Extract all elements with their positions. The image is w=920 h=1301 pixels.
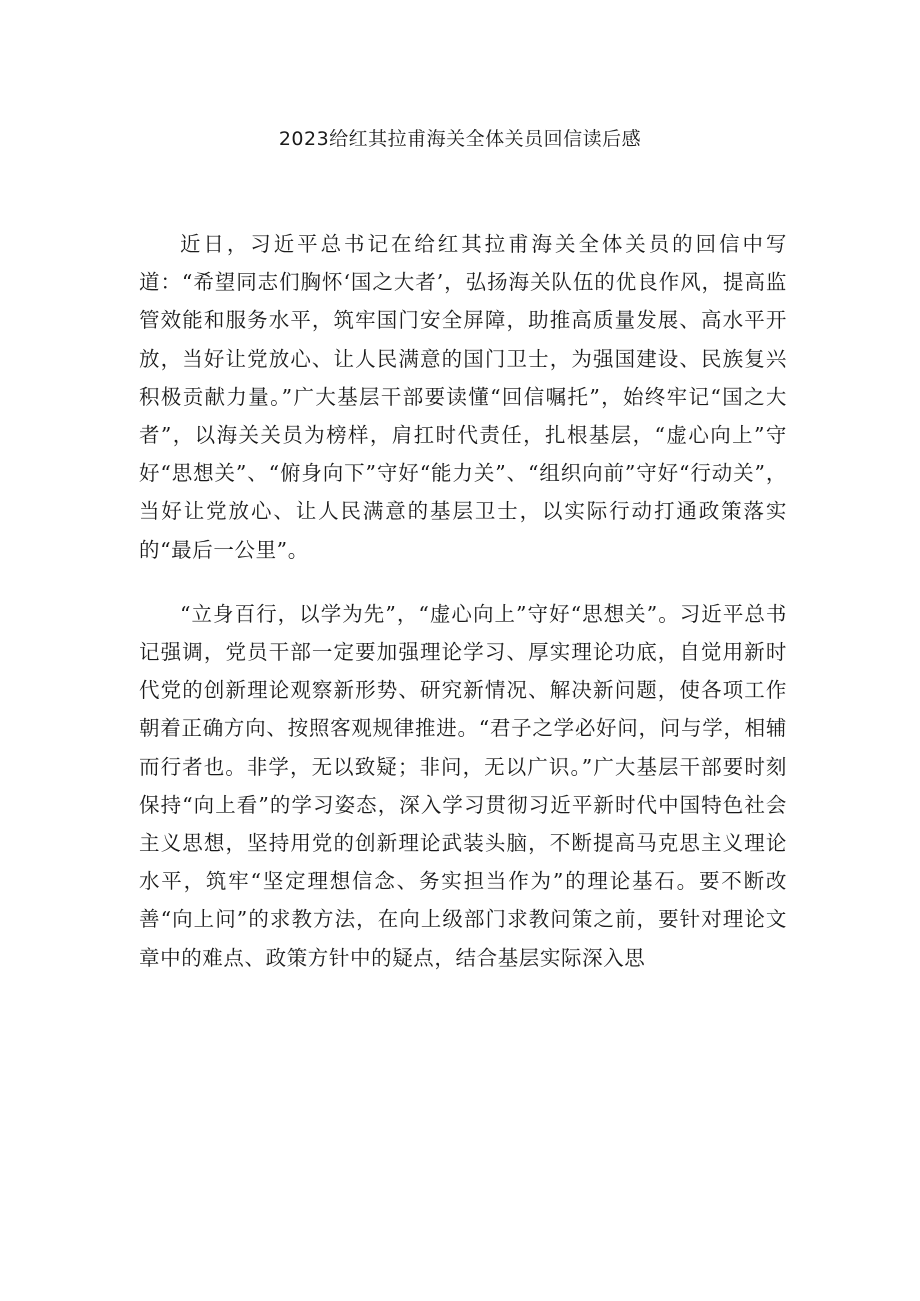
document-body xyxy=(139,225,787,977)
document-title: 2023给红其拉甫海关全体关员回信读后感 xyxy=(278,128,642,150)
paragraph-2: “立身百行，以学为先”，“虚心向上”守好“思想关”。习近平总书记强调，党员干部一定要加强理论学习、厚实理论功底，自觉用新时代党的创新理论观察新形势、研究新情况、解决新问题，使各项工作朝着正确方向、按照客观规律推进。“君子之学必好问，问与学，相辅而行者也。非学，无以致疑；非问，无以广识。”广大基层干部要时刻保持“向上看”的学习姿态，深入学习贯彻习近平新时代中国特色社会主义思想，坚持用党的创新理论武装头脑，不断提高马克思主义理论水平，筑牢“坚定理想信念、务实担当作为”的理论基石。要不断改善“向上问”的求教方法，在向上级部门求教问策之前，要针对理论文章中的难点、政策方针中的疑点，结合基层实际深入思 xyxy=(139,601,787,970)
paragraph-1: 近日，习近平总书记在给红其拉甫海关全体关员的回信中写道：“希望同志们胸怀‘国之大者’，弘扬海关队伍的优良作风，提高监管效能和服务水平，筑牢国门安全屏障，助推高质量发展、高水平开放，当好让党放心、让人民满意的国门卫士，为强国建设、民族复兴积极贡献力量。”广大基层干部要读懂“回信嘱托”，始终牢记“国之大者”，以海关关员为榜样，肩扛时代责任，扎根基层，“虚心向上”守好“思想关”、“俯身向下”守好“能力关”、“组织向前”守好“行动关”，当好让党放心、让人民满意的基层卫士，以实际行动打通政策落实的“最后一公里”。 xyxy=(139,232,787,562)
